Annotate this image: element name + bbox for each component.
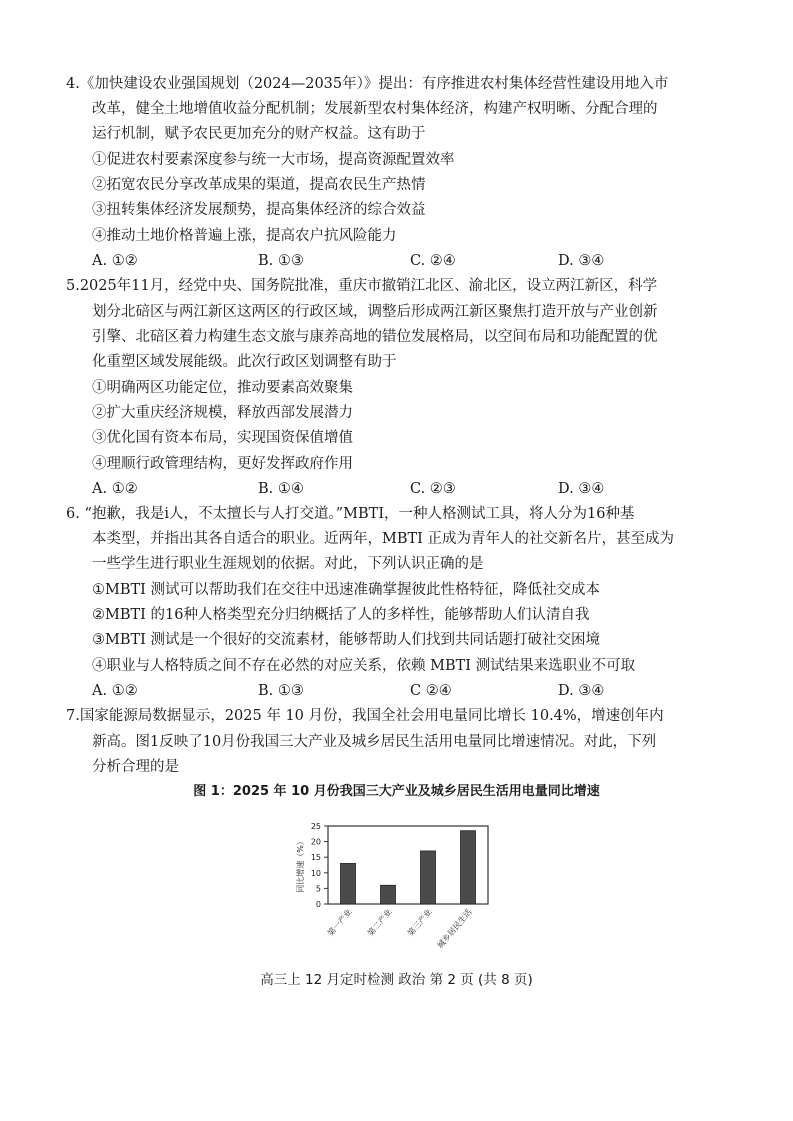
bar-2 — [381, 885, 396, 904]
x-tick-label: 城乡居民生活 — [435, 907, 474, 951]
q4-item-4: ④推动土地价格普遍上涨，提高农户抗风险能力 — [92, 228, 397, 244]
q6-stem-line-2: 本类型，并指出其各自适合的职业。近两年，MBTI 正成为青年人的社交新名片，甚至成为 — [92, 531, 675, 547]
x-tick-label: 第三产业 — [406, 907, 434, 938]
q5-options — [92, 479, 692, 499]
y-tick-label: 25 — [310, 822, 321, 831]
q5-option-d[interactable]: D. ③④ — [558, 481, 605, 497]
figure-title: 图 1：2025 年 10 月份我国三大产业及城乡居民生活用电量同比增速 — [193, 784, 600, 799]
q4-item-2: ②拓宽农民分享改革成果的渠道，提高农民生产热情 — [92, 177, 426, 193]
q4-option-c[interactable]: C. ②④ — [410, 253, 456, 269]
q6-option-c[interactable]: C ②④ — [410, 683, 452, 699]
q4-stem-line-2: 改革，健全土地增值收益分配机制；发展新型农村集体经济，构建产权明晰、分配合理的 — [92, 101, 658, 117]
q5-item-1: ①明确两区功能定位，推动要素高效聚集 — [92, 380, 353, 396]
q4-item-1: ①促进农村要素深度参与统一大市场，提高资源配置效率 — [92, 152, 455, 168]
q5-stem-line-2: 划分北碚区与两江新区这两区的行政区域，调整后形成两江新区聚焦打造开放与产业创新 — [92, 304, 658, 320]
q5-option-c[interactable]: C. ②③ — [410, 481, 456, 497]
q6-item-4: ④职业与人格特质之间不存在必然的对应关系，依赖 MBTI 测试结果来选职业不可取 — [92, 658, 636, 674]
y-axis-label: 同比增速（%） — [296, 837, 305, 893]
q5-item-2: ②扩大重庆经济规模，释放西部发展潜力 — [92, 405, 353, 421]
q4-option-b[interactable]: B. ①③ — [258, 253, 304, 269]
bar-chart — [290, 805, 510, 970]
q6-item-3: ③MBTI 测试是一个很好的交流素材，能够帮助人们找到共同话题打破社交困境 — [92, 632, 601, 648]
q4-options — [92, 251, 692, 271]
q6-item-2: ②MBTI 的16种人格类型充分归纳概括了人的多样性，能够帮助人们认清自我 — [92, 607, 590, 623]
q6-option-b[interactable]: B. ①③ — [258, 683, 304, 699]
q6-option-d[interactable]: D. ③④ — [558, 683, 605, 699]
q6-stem-line-3: 一些学生进行职业生涯规划的依据。对此，下列认识正确的是 — [92, 556, 484, 572]
y-tick-label: 10 — [310, 868, 321, 878]
q5-option-a[interactable]: A. ①② — [92, 481, 138, 497]
q5-option-b[interactable]: B. ①④ — [258, 481, 304, 497]
y-tick-label: 15 — [310, 853, 321, 863]
q4-stem-line-3: 运行机制，赋予农民更加充分的财产权益。这有助于 — [92, 126, 426, 142]
q5-stem-line-3: 引擎、北碚区着力构建生态文旅与康养高地的错位发展格局，以空间布局和功能配置的优 — [92, 329, 658, 345]
q4-stem-line-1: 4.《加快建设农业强国规划（2024—2035年）》提出：有序推进农村集体经营性建设用地入市 — [66, 76, 669, 92]
q4-option-d[interactable]: D. ③④ — [558, 253, 605, 269]
q6-option-a[interactable]: A. ①② — [92, 683, 138, 699]
q7-stem-line-2: 新高。图1反映了10月份我国三大产业及城乡居民生活用电量同比增速情况。对此，下列 — [92, 734, 657, 750]
q4-option-a[interactable]: A. ①② — [92, 253, 138, 269]
bar-3 — [421, 851, 436, 904]
q5-stem-line-4: 化重塑区域发展能级。此次行政区划调整有助于 — [92, 354, 397, 370]
q6-stem-line-1: 6. “抱歉，我是i人，不太擅长与人打交道。”MBTI，一种人格测试工具，将人分为16种基 — [66, 506, 635, 522]
q6-options — [92, 681, 692, 701]
q7-stem-line-3: 分析合理的是 — [92, 759, 179, 775]
bar-4 — [461, 831, 476, 904]
y-tick-label: 5 — [315, 884, 321, 894]
x-tick-label: 第一产业 — [326, 907, 354, 938]
x-tick-label: 第二产业 — [366, 907, 394, 938]
page-footer: 高三上 12 月定时检测 政治 第 2 页 (共 8 页) — [260, 972, 533, 988]
bar-1 — [341, 863, 356, 904]
q7-stem-line-1: 7.国家能源局数据显示，2025 年 10 月份，我国全社会用电量同比增长 10.4%，增速创年内 — [66, 708, 664, 724]
q5-item-4: ④理顺行政管理结构，更好发挥政府作用 — [92, 456, 353, 472]
q5-item-3: ③优化国有资本布局，实现国资保值增值 — [92, 430, 353, 446]
q5-stem-line-1: 5.2025年11月，经党中央、国务院批准，重庆市撤销江北区、渝北区，设立两江新区，科学 — [66, 278, 658, 294]
y-tick-label: 20 — [310, 837, 321, 847]
y-tick-label: 0 — [315, 900, 321, 909]
q4-item-3: ③扭转集体经济发展颓势，提高集体经济的综合效益 — [92, 202, 426, 218]
q6-item-1: ①MBTI 测试可以帮助我们在交往中迅速准确掌握彼此性格特征，降低社交成本 — [92, 582, 601, 598]
